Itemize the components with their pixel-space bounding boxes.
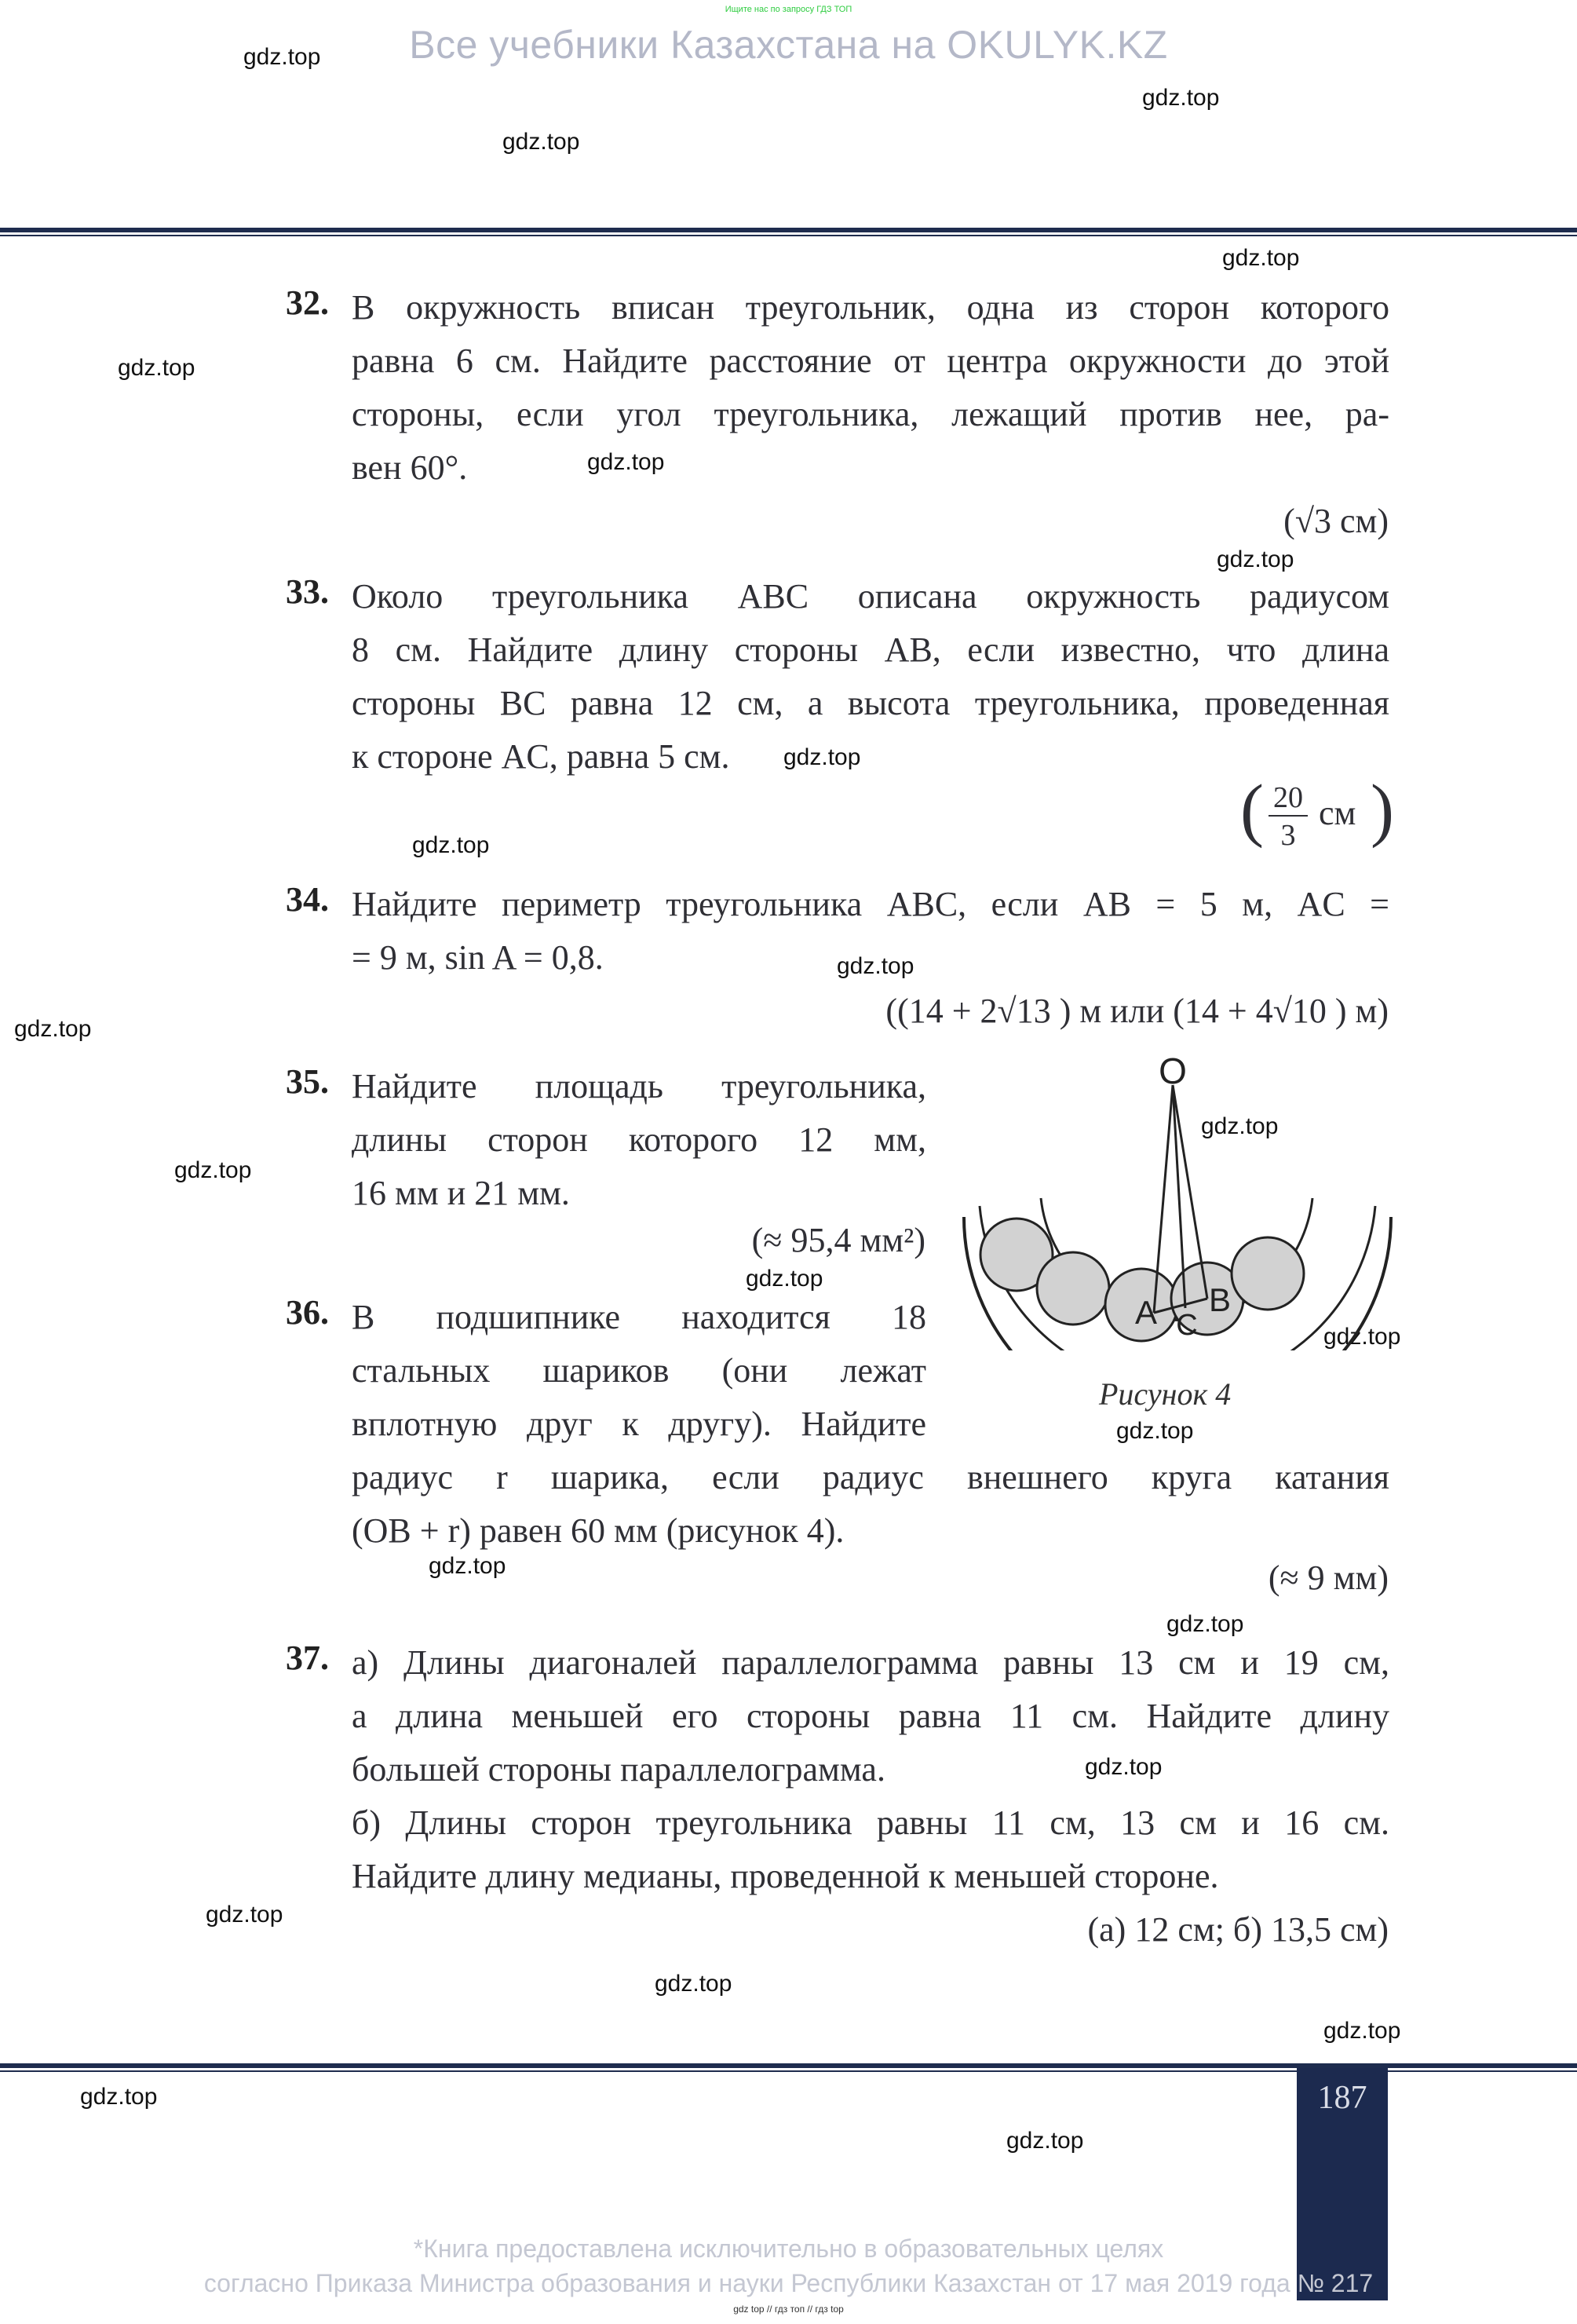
text-line: большей стороны параллелограмма.	[352, 1750, 885, 1789]
text-line: Найдите площадь треугольника,	[352, 1067, 926, 1105]
text-line: б) Длины сторон треугольника равны 11 см, 13 см и 16 см.	[352, 1803, 1389, 1842]
watermark: gdz.top	[206, 1902, 283, 1928]
search-hint: Ищите нас по запросу ГДЗ ТОП	[725, 5, 852, 14]
watermark: gdz.top	[80, 2084, 158, 2110]
label-B: B	[1208, 1281, 1232, 1318]
problem-text	[352, 878, 1389, 985]
watermark: gdz.top	[837, 953, 914, 979]
answer: (а) 12 см; б) 13,5 см)	[1087, 1910, 1389, 1949]
answer-unit: см	[1319, 794, 1356, 832]
page-number: 187	[1317, 2080, 1367, 2116]
text-line: к стороне AC, равна 5 см.	[352, 737, 730, 776]
text-line: стороны BC равна 12 см, а высота треугольника, проведенная	[352, 684, 1389, 722]
text-line: равна 6 см. Найдите расстояние от центра окружности до этой	[352, 342, 1389, 380]
footer-note: *Книга предоставлена исключительно в образовательных целях	[413, 2234, 1164, 2263]
watermark: gdz.top	[14, 1016, 92, 1042]
text-line: В окружность вписан треугольник, одна из сторон которого	[352, 288, 1389, 327]
text-line: вплотную друг к другу). Найдите	[352, 1405, 926, 1443]
watermark: gdz.top	[1166, 1611, 1244, 1637]
problem-number: 32.	[286, 283, 329, 322]
bearing-figure	[950, 1052, 1397, 1350]
text-line: 16 мм и 21 мм.	[352, 1174, 570, 1212]
figure-caption: Рисунок 4	[1099, 1376, 1232, 1412]
watermark: gdz.top	[1142, 85, 1220, 111]
text-line: а) Длины диагоналей параллелограмма равны 13 см и 19 см,	[352, 1643, 1389, 1682]
text-line: Найдите периметр треугольника ABC, если AB = 5 м, AC =	[352, 885, 1389, 923]
watermark: gdz.top	[1323, 1324, 1401, 1350]
label-O: O	[1159, 1052, 1187, 1091]
watermark: gdz.top	[655, 1971, 732, 1997]
fraction-denominator: 3	[1280, 819, 1296, 852]
text-line: вен 60°.	[352, 448, 468, 487]
watermark: gdz.top	[783, 744, 861, 770]
watermark: gdz.top	[243, 44, 321, 70]
watermark: gdz.top	[412, 832, 490, 858]
footer-note: согласно Приказа Министра образования и науки Республики Казахстан от 17 мая 2019 года № 217	[203, 2269, 1374, 2297]
answer: (≈ 9 мм)	[1268, 1558, 1389, 1597]
watermark: gdz.top	[1085, 1754, 1163, 1780]
site-title[interactable]: Все учебники Казахстана на OKULYK.KZ	[409, 23, 1168, 67]
watermark: gdz.top	[1222, 245, 1300, 271]
fraction-bar	[1269, 815, 1308, 817]
answer-fraction: ( 20 3 см )	[1240, 771, 1394, 852]
text-line: 8 см. Найдите длину стороны AB, если известно, что длина	[352, 630, 1389, 669]
label-C: C	[1176, 1309, 1198, 1342]
problem-text	[352, 281, 1389, 495]
problem-text	[352, 1451, 1389, 1558]
label-A: A	[1134, 1294, 1158, 1331]
text-line: = 9 м, sin A = 0,8.	[352, 938, 604, 977]
problem-number: 33.	[286, 572, 329, 611]
text-line: (OB + r) равен 60 мм (рисунок 4).	[352, 1511, 845, 1550]
ball	[1037, 1252, 1109, 1325]
problem-text	[352, 1060, 926, 1220]
problem-text	[352, 570, 1389, 784]
header-rule-thin	[0, 235, 1577, 236]
problem-text	[352, 1291, 926, 1451]
watermark: gdz.top	[174, 1157, 252, 1183]
problem-number: 36.	[286, 1293, 329, 1332]
watermark: gdz.top	[746, 1266, 823, 1292]
ball	[1232, 1237, 1304, 1310]
watermark: gdz.top	[1217, 546, 1294, 572]
answer: (≈ 95,4 мм²)	[751, 1221, 925, 1259]
watermark: gdz.top	[1201, 1113, 1279, 1139]
watermark: gdz.top	[587, 449, 665, 475]
problem-number: 35.	[286, 1062, 329, 1101]
fraction-numerator: 20	[1273, 781, 1303, 814]
header-rule	[0, 228, 1577, 232]
watermark: gdz.top	[502, 129, 580, 155]
watermark: gdz.top	[1116, 1418, 1194, 1444]
problem-number: 37.	[286, 1639, 329, 1677]
watermark: gdz.top	[429, 1553, 506, 1579]
text-line: Около треугольника ABC описана окружность радиусом	[352, 577, 1389, 616]
problem-number: 34.	[286, 880, 329, 919]
watermark: gdz.top	[118, 355, 195, 381]
answer: ((14 + 2√13 ) м или (14 + 4√10 ) м)	[885, 992, 1389, 1030]
watermark: gdz.top	[1006, 2128, 1084, 2154]
text-line: а длина меньшей его стороны равна 11 см. Найдите длину	[352, 1697, 1389, 1735]
watermark: gdz.top	[1323, 2018, 1401, 2044]
footer-tiny: gdz top // гдз топ // гдз top	[733, 2304, 844, 2315]
text-line: В подшипнике находится 18	[352, 1298, 926, 1336]
problem-text	[352, 1636, 1389, 1903]
text-line: радиус r шарика, если радиус внешнего круга катания	[352, 1458, 1389, 1496]
text-line: Найдите длину медианы, проведенной к меньшей стороне.	[352, 1857, 1219, 1895]
text-line: стороны, если угол треугольника, лежащий против нее, ра-	[352, 395, 1389, 433]
answer: (√3 см)	[1283, 502, 1389, 540]
text-line: стальных шариков (они лежат	[352, 1351, 926, 1390]
text-line: длины сторон которого 12 мм,	[352, 1120, 926, 1159]
